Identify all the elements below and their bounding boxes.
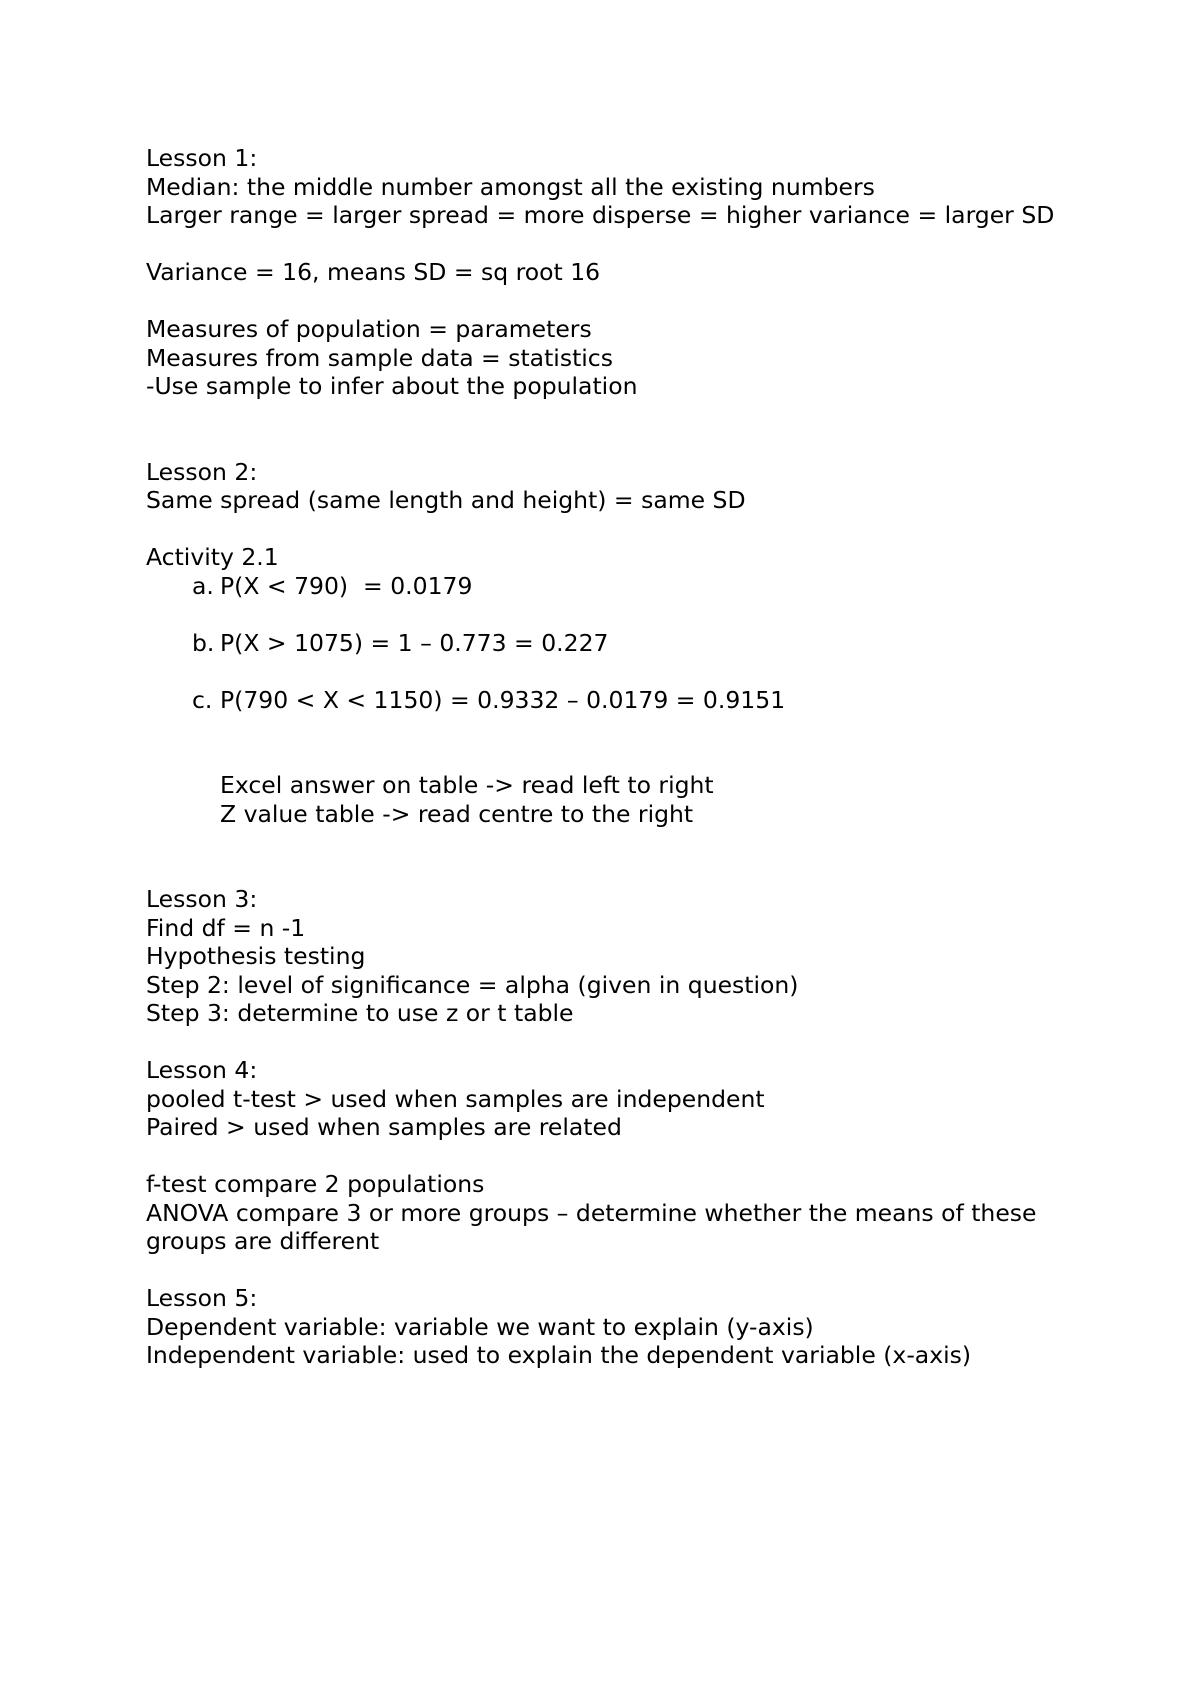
document-page — [146, 144, 1066, 1370]
lesson3-hypothesis: Hypothesis testing — [146, 942, 366, 970]
lesson5-independent: Independent variable: used to explain the dependent variable (x-axis) — [146, 1341, 972, 1369]
lesson1-infer: -Use sample to infer about the population — [146, 372, 638, 400]
list-marker: c. — [192, 685, 213, 714]
lesson1-median: Median: the middle number amongst all the existing numbers — [146, 172, 875, 201]
lesson1-parameters: Measures of population = parameters — [146, 315, 592, 343]
lesson2-heading: Lesson 2: — [146, 457, 258, 486]
lesson3-heading: Lesson 3: — [146, 885, 258, 913]
lesson5-dependent: Dependent variable: variable we want to explain (y-axis) — [146, 1312, 814, 1341]
lesson3-df: Find df = n -1 — [146, 913, 306, 942]
lesson1-heading: Lesson 1: — [146, 144, 258, 172]
list-item-text: P(X > 1075) = 1 – 0.773 = 0.227 — [220, 628, 609, 657]
list-marker: a. — [192, 571, 214, 600]
activity-title: Activity 2.1 — [146, 543, 279, 571]
lesson4-pooled: pooled t-test > used when samples are independent — [146, 1084, 765, 1113]
lesson3-step2: Step 2: level of significance = alpha (given in question) — [146, 970, 799, 999]
z-table-note: Z value table -> read centre to the right — [220, 799, 694, 828]
lesson4-ftest: f-test compare 2 populations — [146, 1170, 485, 1198]
lesson5-heading: Lesson 5: — [146, 1284, 258, 1312]
excel-note: Excel answer on table -> read left to right — [220, 771, 714, 799]
activity-list — [146, 572, 1066, 715]
lesson1-variance: Variance = 16, means SD = sq root 16 — [146, 258, 601, 286]
lesson1-statistics: Measures from sample data = statistics — [146, 343, 613, 372]
list-marker: b. — [192, 628, 215, 657]
lesson2-spread: Same spread (same length and height) = same SD — [146, 486, 746, 514]
lesson4-paired: Paired > used when samples are related — [146, 1113, 622, 1141]
list-item — [146, 629, 1066, 658]
list-item-text: P(790 < X < 1150) = 0.9332 – 0.0179 = 0.9151 — [220, 685, 786, 714]
lesson3-step3: Step 3: determine to use z or t table — [146, 999, 574, 1027]
list-item-text: P(X < 790) = 0.0179 — [220, 571, 473, 600]
lesson4-heading: Lesson 4: — [146, 1056, 258, 1084]
list-item — [146, 572, 1066, 601]
lesson1-range: Larger range = larger spread = more disperse = higher variance = larger SD — [146, 201, 1055, 229]
list-item — [146, 686, 1066, 715]
lesson4-anova: ANOVA compare 3 or more groups – determine whether the means of these groups are different — [146, 1198, 1037, 1255]
